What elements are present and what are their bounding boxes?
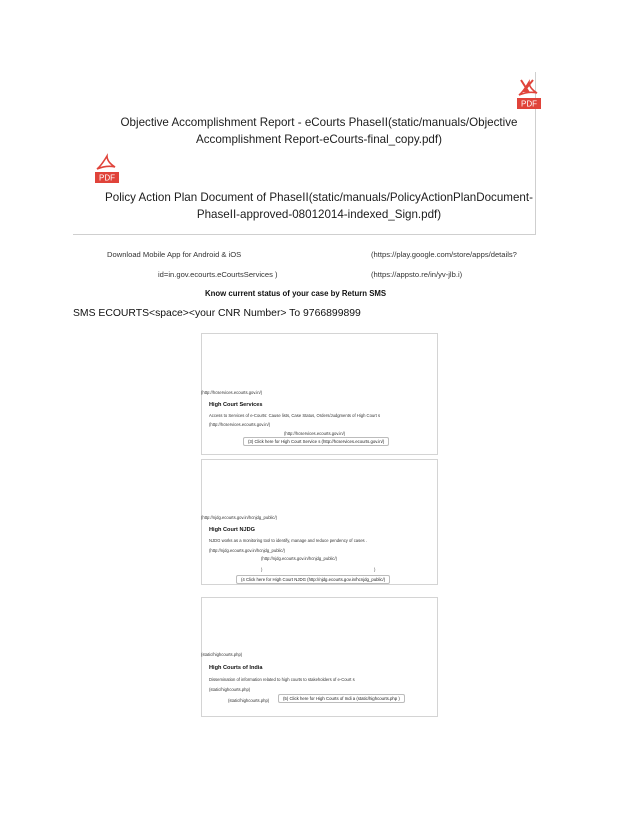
android-app-link[interactable]: (https://play.google.com/store/apps/details? (371, 250, 517, 259)
card-link[interactable]: (http://hcservices.ecourts.gov.in/) (209, 422, 271, 427)
pdf-icon[interactable] (515, 78, 543, 112)
high-court-njdg-button[interactable]: (4 Click here for High Court NJDG (http://njdg.ecourts.gov.in/hcnjdg_public/) (236, 575, 390, 584)
mobile-app-label: Download Mobile App for Android & iOS (107, 250, 242, 259)
card-description: Access to Services of e-Courts: Cause lists, Case Status, Orders/Judgments of High Court s (209, 413, 381, 418)
android-app-id-link[interactable]: id=in.gov.ecourts.eCourtsServices ) (158, 270, 278, 279)
high-court-njdg-card (201, 459, 438, 585)
svg-text:PDF: PDF (99, 173, 115, 183)
high-courts-of-india-button[interactable]: (5) Click here for High Courts of Indi a (static/highcourts.php ) (278, 694, 405, 703)
card-description: NJDG works as a monitoring tool to identify, manage and reduce pendency of cases . (209, 538, 367, 543)
card-link[interactable]: (http://hcservices.ecourts.gov.in/) (284, 431, 346, 436)
pdf-icon[interactable] (93, 152, 121, 186)
card-title[interactable]: High Court Services (209, 402, 263, 408)
card-top-link[interactable]: (static/highcourts.php) (201, 652, 243, 657)
sms-instruction: SMS ECOURTS<space><your CNR Number> To 9766899899 (73, 308, 361, 319)
svg-text:PDF: PDF (521, 99, 537, 109)
card-link[interactable]: (http://njdg.ecourts.gov.in/hcnjdg_public/) (261, 556, 338, 561)
card-title[interactable]: High Court NJDG (209, 527, 255, 533)
card-link[interactable]: (static/highcourts.php) (209, 687, 251, 692)
sms-heading: Know current status of your case by Return SMS (205, 289, 387, 298)
paren-left: ) (261, 567, 263, 572)
card-title[interactable]: High Courts of India (209, 665, 263, 671)
objective-report-link-cont[interactable]: Accomplishment Report-eCourts-final_copy.pdf) (196, 133, 442, 146)
objective-report-link[interactable]: Objective Accomplishment Report - eCourts PhaseII(static/manuals/Objective (120, 116, 518, 129)
high-court-services-button[interactable]: (3) Click here for High Court Service s (http://hcservices.ecourts.gov.in/) (243, 437, 389, 446)
policy-plan-link[interactable]: Policy Action Plan Document of PhaseII(static/manuals/PolicyActionPlanDocument- (105, 191, 533, 204)
card-link[interactable]: (static/highcourts.php) (228, 698, 270, 703)
paren-right: ) (374, 567, 376, 572)
ios-app-link[interactable]: (https://appsto.re/in/yv-jlb.i) (371, 270, 463, 279)
policy-plan-link-cont[interactable]: PhaseII-approved-08012014-indexed_Sign.pdf) (196, 208, 442, 221)
card-top-link[interactable]: (http://hcservices.ecourts.gov.in/) (201, 390, 263, 395)
card-top-link[interactable]: (http://njdg.ecourts.gov.in/hcnjdg_public/) (201, 515, 278, 520)
card-description: Dissemination of information related to high courts to stakeholders of e-Court s (209, 677, 355, 682)
card-link[interactable]: (http://njdg.ecourts.gov.in/hcnjdg_public/) (209, 548, 286, 553)
